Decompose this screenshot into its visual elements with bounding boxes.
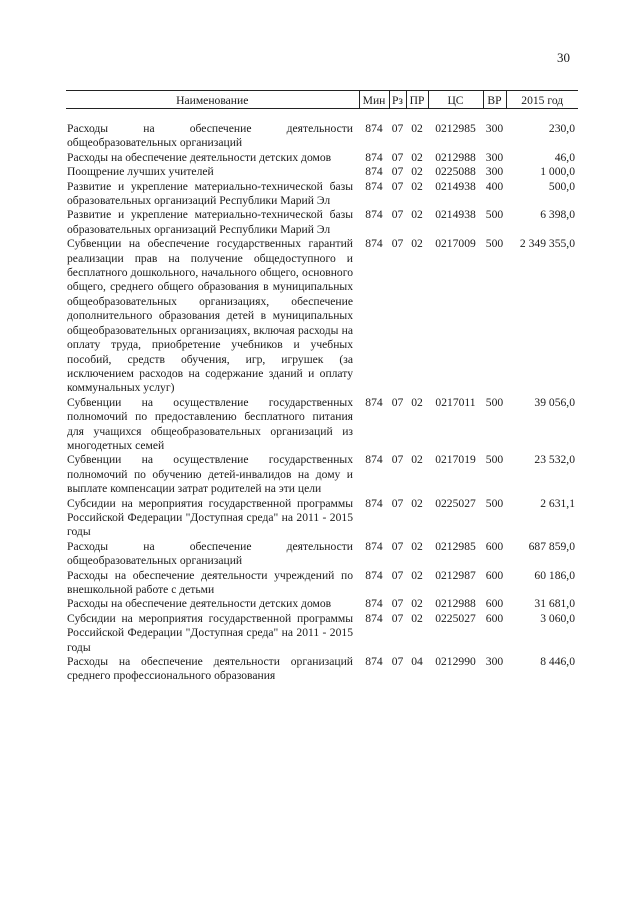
row-min-code: 874 [365,208,383,222]
header-name: Наименование [66,91,359,109]
row-pr-code: 02 [411,395,423,409]
row-amount: 39 056,0 [534,395,575,409]
row-name: Развитие и укрепление материально-технической базы образовательных организаций Республики Марий Эл [67,208,353,236]
row-vr-code: 400 [485,179,504,193]
table-row [66,208,578,237]
row-cs-code: 0212988 [435,597,476,611]
row-name: Субсидии на мероприятия государственной программы Российской Федерации "Доступная среда" на 2011 - 2015 годы [67,496,353,539]
row-min-code: 874 [365,611,383,625]
row-cs-code: 0212987 [435,568,476,582]
row-name: Расходы на обеспечение деятельности организаций среднего профессионального образования [67,655,353,683]
row-pr-code: 02 [411,179,423,193]
row-pr-code: 02 [411,150,423,164]
table-row [66,453,578,496]
row-pr-code: 02 [411,568,423,582]
row-min-code: 874 [365,655,383,669]
row-min-code: 874 [365,568,383,582]
row-name: Расходы на обеспечение деятельности учреждений по внешкольной работе с детьми [67,568,353,596]
header-rz: Рз [389,91,406,109]
row-amount: 6 398,0 [540,208,575,222]
row-rz-code: 07 [391,395,404,409]
table-row [66,569,578,598]
row-rz-code: 07 [391,208,404,222]
header-min: Мин [359,91,389,109]
row-vr-code: 500 [485,208,504,222]
row-cs-code: 0225027 [435,611,476,625]
row-cs-code: 0212985 [435,122,476,135]
row-pr-code: 04 [411,655,423,669]
row-amount: 500,0 [548,179,575,193]
table-row [66,109,578,151]
row-rz-code: 07 [391,496,404,510]
row-min-code: 874 [365,179,383,193]
table-row [66,612,578,655]
row-vr-code: 500 [485,496,504,510]
row-rz-code: 07 [391,237,404,251]
row-amount: 687 859,0 [528,539,575,553]
row-amount: 230,0 [548,122,575,135]
row-rz-code: 07 [391,655,404,669]
row-vr-code: 600 [485,597,504,611]
row-vr-code: 600 [485,568,504,582]
row-vr-code: 300 [485,165,504,179]
row-cs-code: 0217011 [435,395,476,409]
row-cs-code: 0225088 [435,165,476,179]
row-name: Субвенции на осуществление государственных полномочий по предоставлению бесплатного питания для учащихся общеобразовательных организаций из многодетных семей [67,395,353,452]
row-amount: 60 186,0 [534,568,575,582]
row-rz-code: 07 [391,539,404,553]
table-row [66,540,578,569]
header-pr: ПР [406,91,428,109]
row-min-code: 874 [365,395,383,409]
row-name: Расходы на обеспечение деятельности общеобразовательных организаций [67,122,353,150]
row-name: Субсидии на мероприятия государственной программы Российской Федерации "Доступная среда" на 2011 - 2015 годы [67,611,353,654]
row-min-code: 874 [365,150,383,164]
row-vr-code: 300 [485,122,504,135]
row-name: Субвенции на осуществление государственных полномочий по обучению детей-инвалидов на дому и выплате компенсации затрат родителей на эти цели [67,453,353,496]
table-row [66,396,578,454]
row-vr-code: 500 [485,395,504,409]
row-cs-code: 0212988 [435,150,476,164]
row-pr-code: 02 [411,237,423,251]
row-cs-code: 0217009 [435,237,476,251]
row-pr-code: 02 [411,453,423,467]
row-rz-code: 07 [391,165,404,179]
page-number: 30 [557,50,570,65]
row-cs-code: 0212990 [435,655,476,669]
table-row [66,597,578,611]
table-row [66,497,578,540]
table-row [66,165,578,179]
row-amount: 2 349 355,0 [519,237,575,251]
row-pr-code: 02 [411,496,423,510]
row-rz-code: 07 [391,597,404,611]
row-vr-code: 500 [485,453,504,467]
row-vr-code: 500 [485,237,504,251]
row-amount: 3 060,0 [540,611,575,625]
row-min-code: 874 [365,165,383,179]
table-body [66,109,578,684]
row-pr-code: 02 [411,539,423,553]
row-name: Расходы на обеспечение деятельности детских домов [67,597,332,611]
row-rz-code: 07 [391,568,404,582]
row-pr-code: 02 [411,165,423,179]
row-amount: 23 532,0 [534,453,575,467]
row-pr-code: 02 [411,208,423,222]
table-row [66,655,578,684]
row-pr-code: 02 [411,597,423,611]
header-year: 2015 год [506,91,578,109]
table-row [66,180,578,209]
row-amount: 31 681,0 [534,597,575,611]
budget-table [66,90,578,684]
row-min-code: 874 [365,453,383,467]
row-min-code: 874 [365,496,383,510]
row-rz-code: 07 [391,150,404,164]
row-cs-code: 0212985 [435,539,476,553]
row-rz-code: 07 [391,453,404,467]
row-pr-code: 02 [411,611,423,625]
row-rz-code: 07 [391,122,404,135]
row-min-code: 874 [365,539,383,553]
row-name: Развитие и укрепление материально-технической базы образовательных организаций Республики Марий Эл [67,179,353,208]
row-name: Поощрение лучших учителей [67,165,214,179]
row-min-code: 874 [365,597,383,611]
row-name: Субвенции на обеспечение государственных гарантий реализации прав на получение общедоступного и бесплатного дошкольного, начального общего, основного общего, среднего общего образования в муниципальных общеобразовательных организациях, обеспечение дополнительного образования детей в муниципальных общеобразовательных организациях, включая расходы на оплату труда, приобретение учебников и учебных пособий, средств обучения, игр, игрушек (за исключением расходов на содержание зданий и оплату коммунальных услуг) [67,237,353,395]
row-vr-code: 600 [485,539,504,553]
row-name: Расходы на обеспечение деятельности детских домов [67,150,332,164]
row-vr-code: 600 [485,611,504,625]
row-amount: 46,0 [554,150,575,164]
row-rz-code: 07 [391,611,404,625]
row-rz-code: 07 [391,179,404,193]
row-cs-code: 0217019 [435,453,476,467]
table-header [66,91,578,109]
row-amount: 1 000,0 [540,165,575,179]
row-cs-code: 0225027 [435,496,476,510]
row-cs-code: 0214938 [435,179,476,193]
row-vr-code: 300 [485,655,504,669]
header-cs: ЦС [428,91,483,109]
row-pr-code: 02 [411,122,423,135]
row-vr-code: 300 [485,150,504,164]
row-cs-code: 0214938 [435,208,476,222]
table-row [66,151,578,165]
row-min-code: 874 [365,122,383,135]
row-min-code: 874 [365,237,383,251]
row-name: Расходы на обеспечение деятельности общеобразовательных организаций [67,539,353,568]
row-amount: 2 631,1 [540,496,575,510]
header-vr: ВР [483,91,506,109]
row-amount: 8 446,0 [540,655,575,669]
table-row [66,237,578,395]
